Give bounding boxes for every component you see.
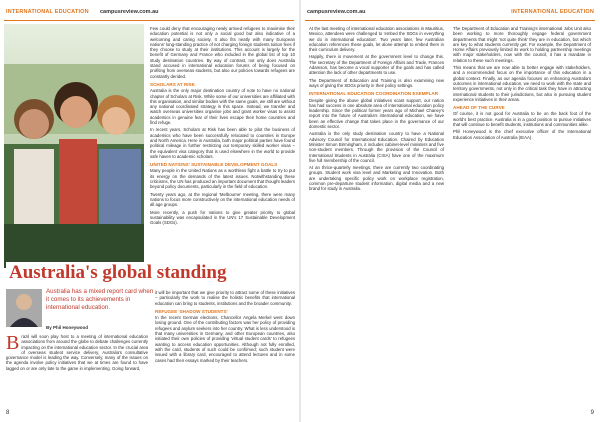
author-avatar bbox=[6, 289, 42, 327]
hero-photo bbox=[4, 24, 144, 268]
standfirst: Australia has a mixed report card when it comes to its achievements in international education. bbox=[46, 288, 154, 311]
right-col-2: The Department of Education and Training's international Jobs Unit also been working to more thoroughly engage federal government departments that might 'not quite think' they are in education, but which are key to what students currently get. For example, the Department of Home Affairs previously limited its work to holding partnership meetings with major stakeholders, now with the council, it has a mandate in relation to these such meetings. This means that we are now able to better engage with stakeholders, and a recommended focus on the importance of this education in a global context. Finally, as our agenda focuses on enhancing Australia's outcomes in international education, we need to work with the state and territory governments, not only in the critical task they have in attracting international students to their jurisdictions, but also in pursuing student experience initiatives in their areas. AHEAD OF THE CURVE Of course, it is not good for Australia to be on the back foot of the world's best practice. Australia is in a good position to pursue initiatives that will continue to benefit students, institutions and communities alike. Phil Honeywood is the chief executive officer of the International Education Association of Australia (IEAA). bbox=[453, 26, 591, 140]
site-url[interactable]: campusreview.com.au bbox=[100, 9, 159, 15]
left-page bbox=[0, 0, 299, 422]
byline: By Phil Honeywood bbox=[46, 325, 89, 330]
article-headline: Australia's global standing bbox=[6, 262, 296, 284]
drop-cap: B bbox=[6, 332, 20, 354]
section-label: INTERNATIONAL EDUCATION bbox=[511, 9, 594, 15]
left-col-2: it will be important that we give priority to attract some of these initiatives – particularly the work to realise the holistic benefits that international education can bring to students, institutions and the broader community. REFUGEE 'SHADOW STUDENTS' In the recent German elections, Chancellor Angela Merkel went down losing ground. One of the contributing factors was her policy of providing refugees and asylum seekers into her country. What is less understood is that many universities in Germany, and other European countries, also initiated their own policies of providing 'virtual student cards' to refugees wanting to access education opportunities. Although not fully enrolled, with the card, students of such could be confirmed; such student were issued with a library card, encouraged to attend lectures and in some cases had their essays marked by their teachers. bbox=[155, 290, 295, 363]
section-label: INTERNATIONAL EDUCATION bbox=[6, 9, 89, 15]
header-rule bbox=[305, 20, 595, 21]
page-number: 9 bbox=[590, 410, 594, 416]
header-rule bbox=[4, 20, 294, 21]
right-page bbox=[301, 0, 600, 422]
left-col-3: Few could deny that encouraging newly arrived refugees to maximise their education potential is not only a social good but also indicative of a welcoming and caring society. It also fits neatly with many European nations' long-standing practice of not charging foreign students tuition fees if they choose to study at their institutions. This account is largely for the benefit of Germany and France who included in the global list of top 10 study destination countries. By way of contrast, not only does Australia stand accused in international education forums of being focused on profiting from overseas students, but also our policies towards refugees are constantly derided. SCHOLARS AT RISK Australia is the only major destination country of note to have no national chapter of Scholars at Risk. While some of our universities are affiliated with this organisation, and similar bodies with the same goals, we still are without any national coordinated strategy in this space. Instead, we transfer and watch overseas universities organise jobs and grant worker visas to assist academics in genuine fear of their lives escape their home countries and find refuge. In recent years, Scholars at Risk has been able to pilot the business of academics who have been successfully relocated to countries in Europe and North America. Here in Australia, both major political parties have found political mileage in further restricting our temporary skilled worker visas – the equivalent visa category that is used elsewhere in the world to provide safe haven to academic scholars. UNITED NATIONS' SUSTAINABLE DEVELOPMENT GOALS Many people in the United Nations as a worthless fight a battle to try to put its energy on the demands of the latest issues. Notwithstanding these criticisms, the UN has produced an important document that thought leaders beyond policy documents, particularly in the field of education. Twenty years ago, at the regional 'Melbourne' meeting, there were many nations to focus more constructively on the international education needs of all age groups. More recently, a push for nations to give greater priority to global sustainability was encapsulated in the UN's 17 Sustainable Development Goals (SDGs). bbox=[150, 26, 295, 226]
site-url[interactable]: campusreview.com.au bbox=[307, 9, 366, 15]
right-col-1: At the last meeting of international education associations in Mauritius, Mexico, attendees were challenged to 'embed the SDGs in everything we do in international education'. Two years later, few Australian education references these goals, let alone attempt to embed them in their curriculum delivery. Happily, there is movement at the government level to change this. The secretary of the Department of Foreign Affairs and Trade, Frances Adamson, has become a vocal supporter of the goals and has called attention the lack of other departments to use. The Department of Education and Training is also examining new ways of giving the SDGs priority in their policy settings. INTERNATIONAL EDUCATION COORDINATION EXEMPLAR Despite giving the above global initiatives scant support, our nation has had success in one absolute area of international education policy leadership. Since the political former years ago of Michael Chaney's report into the future of Australia's international education, we have been an effective change that takes place in the governance of our domestic sector. Australia is the only study destination country to have a National Advisory Council for International Education. Chaired by Education Minister Simon Birmingham, it includes cabinet-level ministers and five non-student members. Through the provision of the Council of International Students in Australia (CISA) have one of the maximum five full membership of the council. At an thrice-quarterly meetings, there are currently two coordinating groups. Student work visa level and Marketing and Innovation. Both are undertaking specific policy work on workplace registration, common pre-departure student information, digital media and a new brand for study in Australia. bbox=[309, 26, 444, 192]
left-col-1: B razil will soon play host to a meeting of international education associations from around the globe to debate challenges currently impacting on the international education sector. In the crucial area of overseas student service delivery, Australia's consultative governance model is leading the way. Conversely, many of the issues on the agenda involve policy initiatives that we at times are found to have lagged on or are only late to the game in implementing. Going forward, bbox=[6, 332, 148, 371]
page-number: 8 bbox=[6, 410, 10, 416]
